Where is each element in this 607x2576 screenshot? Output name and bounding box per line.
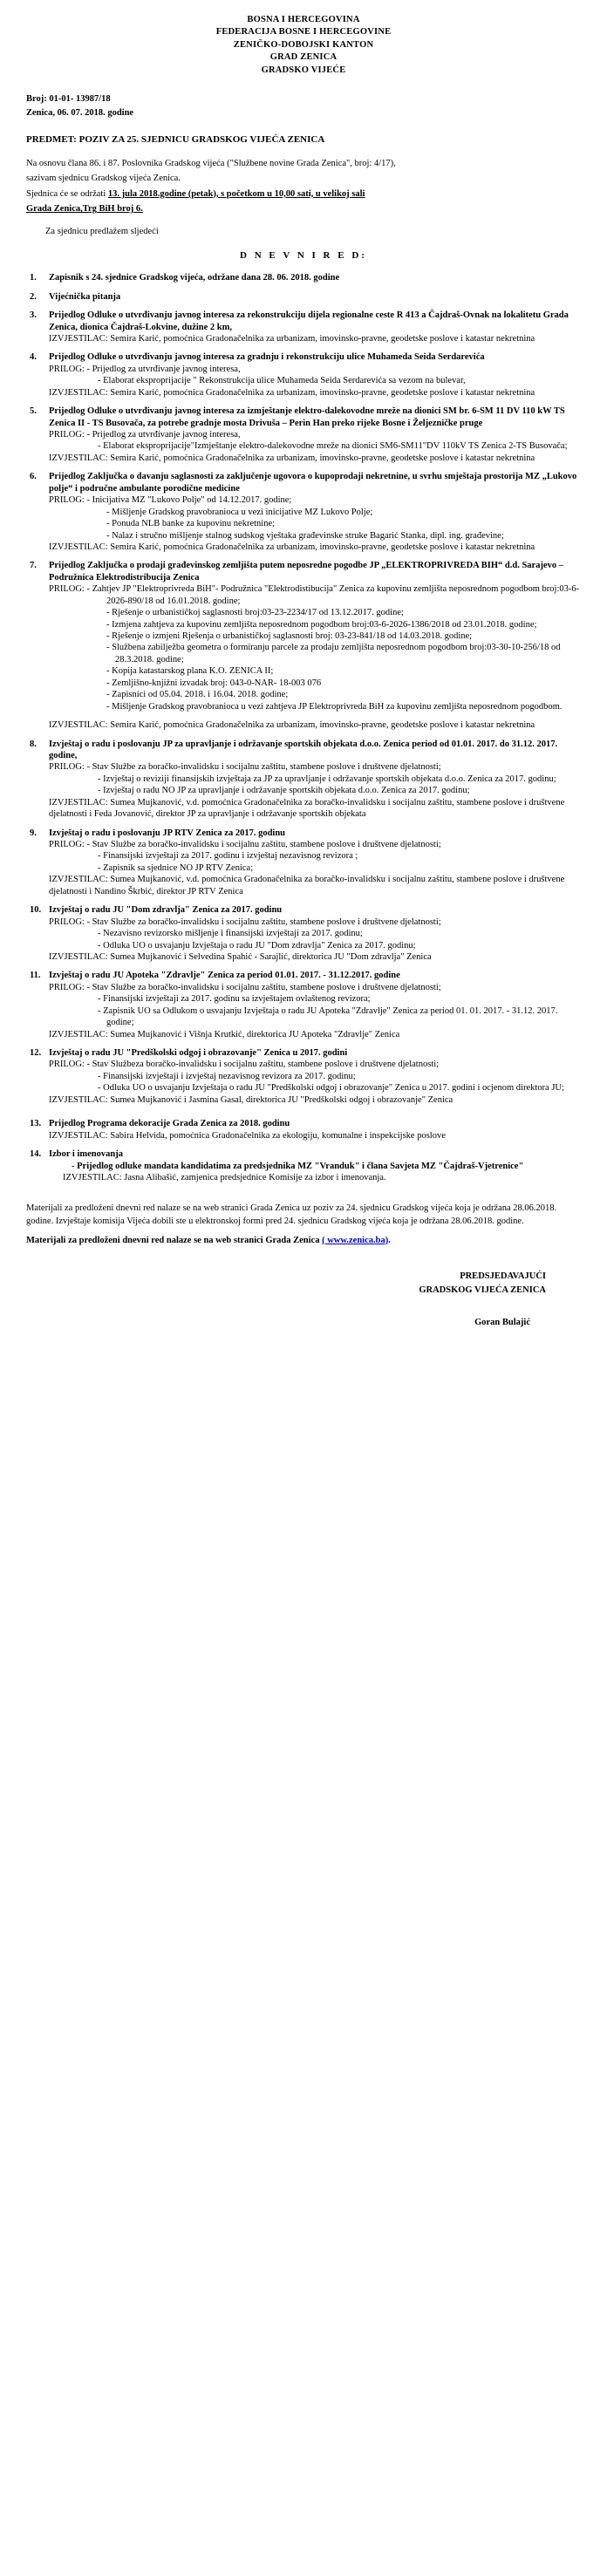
agenda-attachment: - Odluka UO o usvajanju Izvještaja o radu JU "Predškolski odgoj i obrazovanje" Zenica u 2017. godini i ocjenom direktora JU; bbox=[98, 1083, 564, 1094]
agenda-title: Izvještaj o radu i poslovanju JP za upravljanje i održavanje sportskih objekata d.o.o. Zenica period od 01.01. 2017. do 31.12. 2017. godine, bbox=[49, 739, 558, 760]
agenda-item-8 bbox=[26, 739, 581, 821]
agenda-presenter: IZVJESTILAC: Sabira Helvida, pomoćnica Gradonačelnika za ekologiju, komunalne i inspekcijske poslove bbox=[49, 1130, 446, 1141]
website-link[interactable]: ( www.zenica.ba) bbox=[322, 1235, 389, 1245]
document-meta bbox=[26, 92, 581, 119]
document-number: Broj: 01-01- 13987/18 bbox=[26, 94, 111, 105]
agenda-presenter: IZVJESTILAC: Semira Karić, pomoćnica Gradonačelnika za urbanizam, imovinsko-pravne, geodetske poslove i katastar nekretnina bbox=[49, 720, 535, 731]
agenda-title: Prijedlog Programa dekoracije Grada Zenica za 2018. godinu bbox=[49, 1119, 290, 1129]
agenda-attachment: - Zemljišno-knjižni izvadak broj: 043-0-NAR- 18-003 076 bbox=[106, 678, 322, 688]
document-date: Zenica, 06. 07. 2018. godine bbox=[26, 107, 134, 118]
agenda-attachment: PRILOG: - Zahtjev JP "Elektroprivreda BiH"- Podružnica "Elektrodistibucija" Zenica za kupovinu zemljišta neposrednom pogodbom broj:03-6-2026-890/18 od 16.01.2018. godine; bbox=[49, 584, 580, 606]
agenda-title: Prijedlog Zaključka o davanju saglasnosti za zaključenje ugovora o kupoprodaji nekretnine, u svrhu smještaja prostorija MZ „Lukovo polje“ i područne ambulante porodične medicine bbox=[49, 472, 577, 494]
agenda-attachment: - Izmjena zahtjeva za kupovinu zemljišta neposrednom pogodbom broj:03-6-2026-1386/2018 od 23.01.2018. godine; bbox=[106, 619, 537, 630]
agenda-attachment: - Kopija katastarskog plana K.O. ZENICA II; bbox=[106, 666, 274, 677]
agenda-attachment: - Finansijski izvještaji za 2017. godinu sa izvještajem ovlaštenog revizora; bbox=[98, 994, 371, 1005]
agenda-number: 5. bbox=[30, 406, 37, 417]
agenda-attachment: PRILOG: - Prijedlog za utvrđivanje javnog interesa, bbox=[49, 364, 241, 374]
agenda-presenter: IZVJESTILAC: Semira Karić, pomoćnica Gradonačelnika za urbanizam, imovinsko-pravne, geodetske poslove i katastar nekretnina bbox=[49, 333, 535, 344]
agenda-item-11 bbox=[26, 970, 581, 1040]
agenda-attachment: - Prijedlog odluke mandata kandidatima za predsjednika MZ "Vranduk" i člana Savjeta MZ "Čajdraš-Vjetrenice" bbox=[72, 1161, 524, 1171]
session-place-highlight: Grada Zenica,Trg BiH broj 6. bbox=[26, 204, 143, 215]
agenda-presenter: IZVJESTILAC: Sumea Mujkanović i Jasmina Gasal, direktorica JU "Predškolski odgoj i obrazovanje" Zenica bbox=[49, 1094, 454, 1105]
agenda-title: Zapisnik s 24. sjednice Gradskog vijeća, održane dana 28. 06. 2018. godine bbox=[49, 273, 340, 283]
header-line-5: GRADSKO VIJEĆE bbox=[261, 65, 346, 75]
agenda-attachment: PRILOG: - Stav Službe za boračko-invalidsku i socijalnu zaštitu, stambene poslove i društvene djelatnosti; bbox=[49, 917, 441, 927]
agenda-number: 10. bbox=[30, 905, 42, 916]
agenda-attachment: PRILOG: - Stav Službe za boračko-invalidsku i socijalnu zaštitu, stambene poslove i društvene djelatnosti; bbox=[49, 762, 441, 773]
agenda-number: 3. bbox=[30, 310, 37, 321]
header-line-1: BOSNA I HERCEGOVINA bbox=[247, 15, 360, 24]
header-line-4: GRAD ZENICA bbox=[269, 52, 338, 63]
agenda-title: Prijedlog Odluke o utvrđivanju javnog interesa za rekonstrukciju dijela regionalne ceste R 413 a Čajdraš-Ovnak na lokalitetu Grada Zenica, dionica Čajdraš-Lokvine, dužine 2 km, bbox=[49, 310, 569, 332]
agenda-number: 7. bbox=[30, 561, 37, 571]
agenda-item-2 bbox=[26, 291, 581, 303]
agenda-title: Izvještaj o radu i poslovanju JP RTV Zenica za 2017. godinu bbox=[49, 828, 286, 838]
agenda-number: 9. bbox=[30, 828, 37, 838]
agenda-attachment: PRILOG: - Inicijativa MZ "Lukovo Polje" od 14.12.2017. godine; bbox=[49, 495, 292, 506]
header-line-2: FEDERACIJA BOSNE I HERCEGOVINE bbox=[215, 27, 392, 37]
agenda-presenter: IZVJESTILAC: Sumea Mujkanović i Selvedina Spahić - Sarajlić, direktorica JU "Dom zdravlja" Zenica bbox=[49, 951, 432, 962]
agenda-heading: D N E V N I R E D: bbox=[240, 250, 367, 262]
agenda-item-10 bbox=[26, 904, 581, 963]
session-place-line bbox=[26, 203, 581, 215]
agenda-title: Prijedlog Zaključka o prodaji građevinskog zemljišta putem neposredne pogodbe JP „ELEKTROPRIVREDA BIH“ d.d. Sarajevo – Podružnica Elektrodistribucija Zenica bbox=[49, 561, 563, 583]
footer-note-2 bbox=[26, 1235, 581, 1247]
signature-role-line-2: GRADSKOG VIJEĆA ZENICA bbox=[419, 1285, 546, 1295]
agenda-title: Izvještaj o radu JU Apoteka "Zdravlje" Zenica za period 01.01. 2017. - 31.12.2017. godine bbox=[49, 971, 400, 981]
agenda-number: 11. bbox=[30, 971, 41, 981]
agenda-presenter: IZVJESTILAC: Jasna Alibašić, zamjenica predsjednice Komisije za izbor i imenovanja. bbox=[63, 1172, 386, 1182]
agenda-title: Prijedlog Odluke o utvrđivanju javnog interesa za gradnju i rekonstrukciju ulice Muhameda Seida Serdarevića bbox=[49, 352, 485, 363]
agenda-attachment: - Zapisnik UO sa Odlukom o usvajanju Izvještaja o radu JU Apoteka "Zdravlje" Zenica za period 01. 01. 2017. - 31.12. 2017. godine; bbox=[98, 1005, 558, 1028]
agenda-attachment: PRILOG: - Prijedlog za utvrđivanje javnog interesa, bbox=[49, 430, 241, 440]
agenda-number: 4. bbox=[30, 352, 37, 363]
footer-notes bbox=[26, 1203, 581, 1247]
agenda-item-13 bbox=[26, 1118, 581, 1141]
agenda-attachment: PRILOG: - Stav Službe za boračko-invalidsku i socijalnu zaštitu, stambene poslove i društvene djelatnosti; bbox=[49, 982, 441, 992]
agenda-attachment: - Zapisnik sa sjednice NO JP RTV Zenica; bbox=[98, 862, 254, 873]
agenda-attachment: - Izvještaj o radu NO JP za upravljanje i održavanje sportskih objekata d.o.o. Zenica za 2017. godinu; bbox=[98, 786, 470, 796]
signature-role-line-1: PREDSJEDAVAJUĆI bbox=[460, 1271, 546, 1281]
agenda-title: Vijećnička pitanja bbox=[49, 291, 121, 302]
agenda-number: 1. bbox=[30, 273, 37, 283]
agenda-number: 13. bbox=[30, 1119, 42, 1129]
agenda-attachment: - Finansijski izvještaji za 2017. godinu i izvještaj nezavisnog revizora ; bbox=[98, 851, 358, 862]
agenda-attachment: - Nalaz i stručno mišljenje stalnog sudskog vještaka građevinske struke Bagarić Stanka, dipl. ing. građevine; bbox=[106, 530, 504, 541]
agenda-attachment: - Ponuda NLB banke za kupovinu nekretnine; bbox=[106, 519, 276, 529]
agenda-attachment: - Mišljenje Gradskog pravobranioca u vezi zahtjeva JP Elektroprivreda BiH za kupovinu zemljišta neposrednom pogodbom. bbox=[106, 701, 563, 712]
agenda-item-5 bbox=[26, 405, 581, 464]
agenda-attachment: - Nezavisno revizorsko mišljenje i finansijski izvještaji za 2017. godinu; bbox=[98, 929, 363, 939]
agenda-attachment: - Elaborat eksproprijacije"Izmještanje elektro-dalekovodne mreže na dionici SM6-SM11"DV 110kV TS Zenica 2-TS Busovača; bbox=[98, 441, 568, 452]
agenda-attachment: PRILOG: - Stav Službeza boračko-invalidsku i socijalnu zaštitu, stambene poslove i društvene djelatnosti; bbox=[49, 1060, 440, 1070]
agenda-item-12 bbox=[26, 1047, 581, 1106]
agenda-presenter: IZVJESTILAC: Sumea Mujkanović, v.d. pomoćnica Gradonačelnika za boračko-invalidsku i socijalnu zaštitu, stambene poslove i društvene djelatnosti i Nandino Škrbić, direktor JP RTV Zenica bbox=[49, 875, 565, 896]
intro-line-1: Na osnovu člana 86. i 87. Poslovnika Gradskog vijeća ("Službene novine Grada Zenica", broj: 4/17), bbox=[26, 158, 396, 168]
header-line-3: ZENIČKO-DOBOJSKI KANTON bbox=[233, 39, 374, 50]
agenda-attachment: - Službena zabilježba geometra o formiranju parcele za prodaju zemljišta neposrednom pogodbom broj:03-30-10-256/18 od 28.3.2018. godine; bbox=[106, 643, 561, 664]
agenda-title: Izvještaj o radu JU "Dom zdravlja" Zenica za 2017. godinu bbox=[49, 905, 283, 916]
agenda-attachment: - Zapisnici od 05.04. 2018. i 16.04. 2018. godine; bbox=[106, 690, 289, 700]
footer-note-1: Materijali za predloženi dnevni red nalaze se na web stranici Grada Zenica uz poziv za 24. sjednicu Gradskog vijeća koja je održana 28.06.2018. godine. Izvještaje komisija Vijeća dobili ste u elektronskoj formi pred 24. sjednicu Gradskog vijeća koja je održana 28.06.2018. godine. bbox=[26, 1203, 557, 1226]
agenda-title: Izbor i imenovanja bbox=[49, 1149, 123, 1160]
agenda-number: 2. bbox=[30, 291, 37, 302]
agenda-attachment: - Elaborat eksproprijacije " Rekonstrukcija ulice Muhameda Seida Serdarevića sa vezom na bulevar, bbox=[98, 376, 466, 386]
agenda-title: Prijedlog Odluke o utvrđivanju javnog interesa za izmještanje elektro-dalekovodne mreže na dionici SM br. 6-SM 11 DV 110 kW TS Zenica II - TS Busovača, za potrebe gradnje mosta Drivuša – Perin Han preko rijeke Bosne i Željezničke pruge bbox=[49, 406, 565, 428]
footer-note-2-text: Materijali za predloženi dnevni red nalaze se na web stranici Grada Zenica bbox=[26, 1235, 320, 1245]
agenda-item-7 bbox=[26, 560, 581, 731]
footer-note-2-tail: . bbox=[388, 1235, 391, 1245]
agenda-presenter: IZVJESTILAC: Semira Karić, pomoćnica Gradonačelnika za urbanizam, imovinsko-pravne, geodetske poslove i katastar nekretnina bbox=[49, 387, 535, 398]
agenda-item-9 bbox=[26, 828, 581, 898]
agenda-item-1 bbox=[26, 272, 581, 283]
agenda-attachment: - Odluka UO o usvajanju Izvještaja o radu JU "Dom zdravlja" Zenica za 2017. godinu; bbox=[98, 940, 416, 951]
intro-line-2: sazivam sjednicu Gradskog vijeća Zenica. bbox=[26, 174, 181, 184]
agenda-attachment: - Mišljenje Gradskog pravobranioca u vezi inicijative MZ Lukovo Polje; bbox=[106, 507, 373, 517]
agenda-number: 6. bbox=[30, 472, 37, 482]
proposes-line: Za sjednicu predlažem sljedeći bbox=[45, 226, 159, 236]
agenda-presenter: IZVJESTILAC: Semira Karić, pomoćnica Gradonačelnika za urbanizam, imovinsko-pravne, geodetske poslove i katastar nekretnina bbox=[49, 453, 535, 463]
session-time-highlight: 13. jula 2018.godine (petak), s početkom u 10,00 sati, u velikoj sali bbox=[107, 188, 365, 199]
session-time-line bbox=[26, 188, 581, 200]
agenda-attachment: PRILOG: - Stav Službe za boračko-invalidsku i socijalnu zaštitu, stambene poslove i društvene djelatnosti; bbox=[49, 840, 441, 850]
agenda-attachment: - Izvještaj o reviziji finansijskih izvještaja za JP za upravljanje i održavanje sportskih objekata d.o.o. Zenica za 2017. godinu; bbox=[98, 773, 556, 784]
agenda-item-6 bbox=[26, 471, 581, 553]
agenda-attachment: - Rješenje o izmjeni Rješenja o urbanističkoj saglasnosti broj: 03-23-841/18 od 14.03.2018. godine; bbox=[106, 631, 473, 642]
agenda-attachment: - Rješenje o urbanističkoj saglasnosti broj:03-23-2234/17 od 13.12.2017. godine; bbox=[106, 608, 404, 618]
agenda-title: Izvještaj o radu JU "Predškolski odgoj i obrazovanje" Zenica u 2017. godini bbox=[49, 1048, 348, 1059]
agenda-item-4 bbox=[26, 351, 581, 399]
signature-block bbox=[26, 1270, 581, 1330]
agenda-number: 14. bbox=[30, 1149, 42, 1160]
agenda-item-14 bbox=[26, 1148, 581, 1183]
agenda-presenter: IZVJESTILAC: Sumea Mujkanović i Višnja Krutkić, direktorica JU Apoteka "Zdravlje" Zenica bbox=[49, 1029, 400, 1039]
document-header bbox=[26, 14, 581, 77]
document-subject: PREDMET: POZIV ZA 25. SJEDNICU GRADSKOG VIJEĆA ZENICA bbox=[26, 133, 325, 145]
agenda-number: 8. bbox=[30, 739, 37, 749]
agenda-item-3 bbox=[26, 310, 581, 344]
agenda-attachment: - Finansijski izvještaji i izvještaj nezavisnog revizora za 2017. godinu; bbox=[98, 1071, 356, 1081]
agenda-list bbox=[26, 272, 581, 1183]
signature-name: Goran Bulajić bbox=[474, 1318, 530, 1328]
agenda-presenter: IZVJESTILAC: Sumea Mujkanović, v.d. pomoćnica Gradonačelnika za boračko-invalidsku i socijalnu zaštitu, stambene poslove i društvene djelatnosti i Feda Jovanović, direktor JP za upravljanje i održavanje sportskih objekata bbox=[49, 797, 565, 820]
session-time-prefix: Sjednica će se održati bbox=[26, 188, 108, 199]
agenda-presenter: IZVJESTILAC: Semira Karić, pomoćnica Gradonačelnika za urbanizam, imovinsko-pravne, geodetske poslove i katastar nekretnina bbox=[49, 542, 535, 552]
agenda-number: 12. bbox=[30, 1048, 42, 1059]
